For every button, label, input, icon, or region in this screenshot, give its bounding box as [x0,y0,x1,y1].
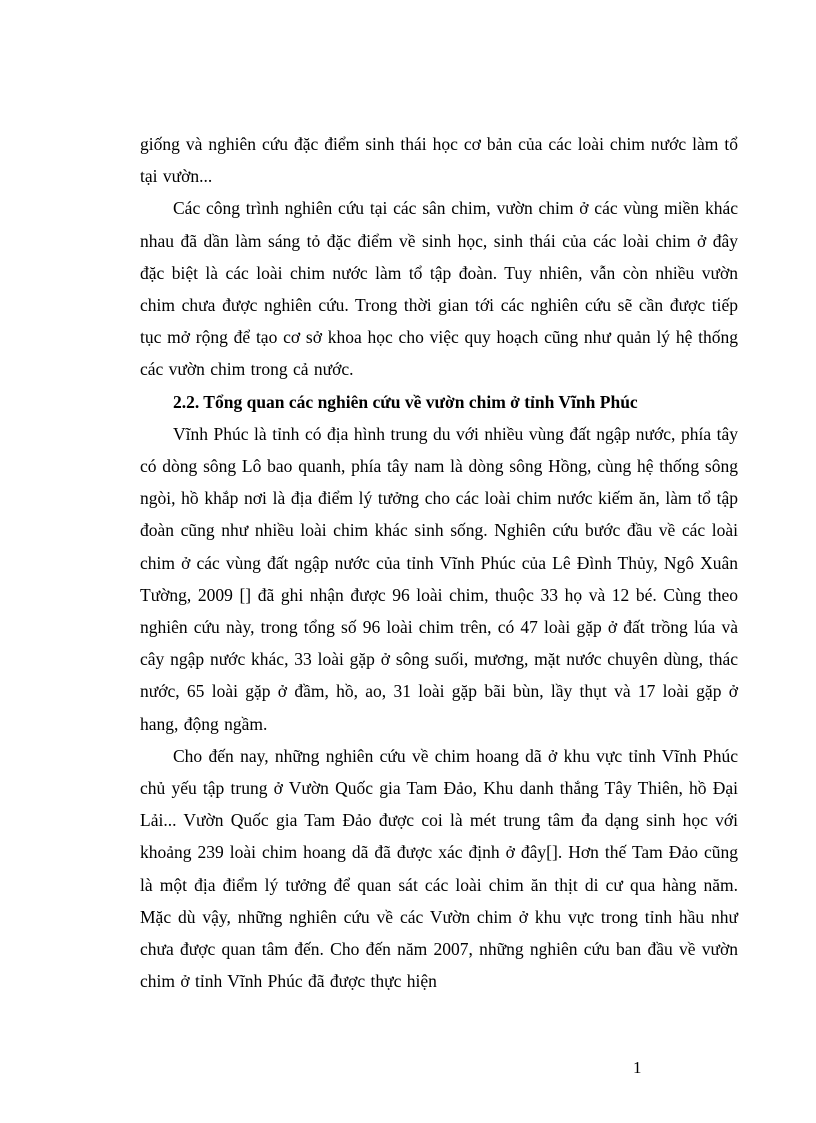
paragraph-continuation: giống và nghiên cứu đặc điểm sinh thái học cơ bản của các loài chim nước làm tổ tại vườn... [140,134,738,187]
page-body [140,128,738,997]
page-number: 1 [633,1058,642,1077]
paragraph-wild-bird-research: Cho đến nay, những nghiên cứu về chim hoang dã ở khu vực tỉnh Vĩnh Phúc chủ yếu tập trung ở Vườn Quốc gia Tam Đảo, Khu danh thắng Tây Thiên, hồ Đại Lải... Vườn Quốc gia Tam Đảo được coi là mét trung tâm đa dạng sinh học với khoảng 239 loài chim hoang dã đã được xác định ở đây[]. Hơn thế Tam Đảo cũng là một địa điểm lý tưởng để quan sát các loài chim ăn thịt di cư qua hàng năm. Mặc dù vậy, những nghiên cứu về các Vườn chim ở khu vực trong tỉnh hầu như chưa được quan tâm đến. Cho đến năm 2007, những nghiên cứu ban đầu về vườn chim ở tỉnh Vĩnh Phúc đã được thực hiện [140,745,738,992]
paragraph-vinh-phuc-geography: Vĩnh Phúc là tỉnh có địa hình trung du với nhiều vùng đất ngập nước, phía tây có dòng sông Lô bao quanh, phía tây nam là dòng sông Hồng, cùng hệ thống sông ngòi, hồ khắp nơi là địa điểm lý tưởng cho các loài chim nước kiếm ăn, làm tổ tập đoàn cũng như nhiều loài chim khác sinh sống. Nghiên cứu bước đầu về các loài chim ở các vùng đất ngập nước của tỉnh Vĩnh Phúc của Lê Đình Thủy, Ngô Xuân Tường, 2009 [] đã ghi nhận được 96 loài chim, thuộc 33 họ và 12 bé. Cùng theo nghiên cứu này, trong tổng số 96 loài chim trên, có 47 loài gặp ở đất trồng lúa và cây ngập nước khác, 33 loài gặp ở sông suối, mương, mặt nước chuyên dùng, thác nước, 65 loài gặp ở đầm, hồ, ao, 31 loài gặp bãi bùn, lầy thụt và 17 loài gặp ở hang, động ngầm. [140,423,738,734]
section-heading: 2.2. Tổng quan các nghiên cứu về vườn chim ở tỉnh Vĩnh Phúc [173,391,638,412]
paragraph-research-overview: Các công trình nghiên cứu tại các sân chim, vườn chim ở các vùng miền khác nhau đã dần làm sáng tỏ đặc điểm về sinh học, sinh thái của các loài chim ở đây đặc biệt là các loài chim nước làm tổ tập đoàn. Tuy nhiên, vẫn còn nhiều vườn chim chưa được nghiên cứu. Trong thời gian tới các nghiên cứu sẽ cần được tiếp tục mở rộng để tạo cơ sở khoa học cho việc quy hoạch cũng như quản lý hệ thống các vườn chim trong cả nước. [140,198,738,380]
